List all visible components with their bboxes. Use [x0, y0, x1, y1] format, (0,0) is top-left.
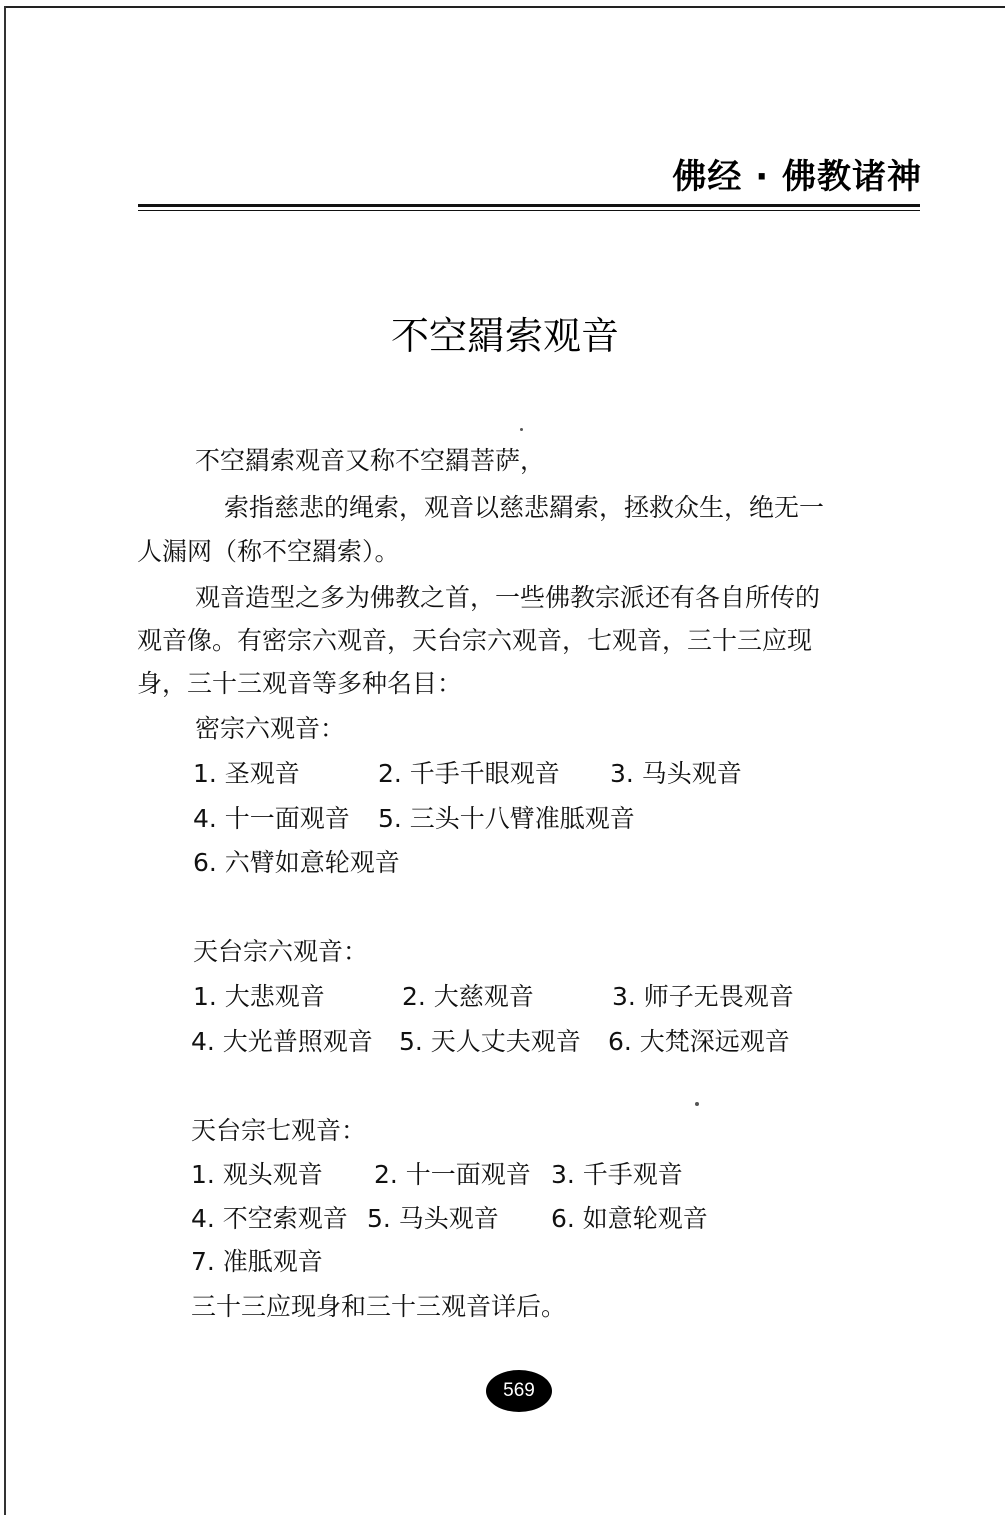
paragraph-1-line-1: 索指慈悲的绳索，观音以慈悲羂索，拯救众生，绝无一: [224, 493, 825, 522]
running-header: 佛经 · 佛教诸神: [672, 157, 922, 197]
page-number-badge: 569: [486, 1370, 552, 1412]
header-rule-thin: [138, 210, 920, 211]
list-item: 5. 三头十八臂准胝观音: [378, 804, 635, 833]
paragraph-2-line-3: 身，三十三观音等多种名目：: [137, 669, 463, 698]
list-item: 2. 十一面观音: [374, 1160, 531, 1189]
paragraph-2-line-2: 观音像。有密宗六观音，天台宗六观音，七观音，三十三应现: [137, 626, 813, 655]
paragraph-2-line-1: 观音造型之多为佛教之首，一些佛教宗派还有各自所传的: [195, 583, 821, 612]
closing-line: 三十三应现身和三十三观音详后。: [191, 1292, 567, 1321]
header-rule-thick: [138, 204, 920, 207]
list-item: 1. 观头观音: [191, 1160, 323, 1189]
list-item: 7. 准胝观音: [191, 1247, 323, 1276]
list-item: 3. 师子无畏观音: [612, 982, 794, 1011]
list-item: 2. 大慈观音: [402, 982, 534, 1011]
intro-line: 不空羂索观音又称不空羂菩萨，: [195, 446, 546, 475]
scan-speck: [520, 428, 523, 431]
list-item: 6. 六臂如意轮观音: [193, 848, 400, 877]
page-top-border: [4, 6, 1005, 8]
article-title: 不空羂索观音: [390, 314, 619, 358]
list-item: 1. 圣观音: [193, 759, 300, 788]
list-item: 4. 大光普照观音: [191, 1027, 373, 1056]
paragraph-1-line-2: 人漏网（称不空羂索）。: [137, 537, 400, 566]
scan-speck: [695, 1102, 699, 1106]
list-item: 5. 天人丈夫观音: [399, 1027, 581, 1056]
tiantai-seven-heading: 天台宗七观音：: [191, 1116, 367, 1145]
list-item: 6. 大梵深远观音: [608, 1027, 790, 1056]
list-item: 4. 不空索观音: [191, 1204, 348, 1233]
list-item: 1. 大悲观音: [193, 982, 325, 1011]
page-left-border: [4, 6, 6, 1515]
list-item: 2. 千手千眼观音: [378, 759, 560, 788]
tiantai-six-heading: 天台宗六观音：: [193, 937, 369, 966]
list-item: 5. 马头观音: [367, 1204, 499, 1233]
list-item: 6. 如意轮观音: [551, 1204, 708, 1233]
mizong-heading: 密宗六观音：: [195, 714, 346, 743]
list-item: 4. 十一面观音: [193, 804, 350, 833]
list-item: 3. 千手观音: [551, 1160, 683, 1189]
list-item: 3. 马头观音: [610, 759, 742, 788]
